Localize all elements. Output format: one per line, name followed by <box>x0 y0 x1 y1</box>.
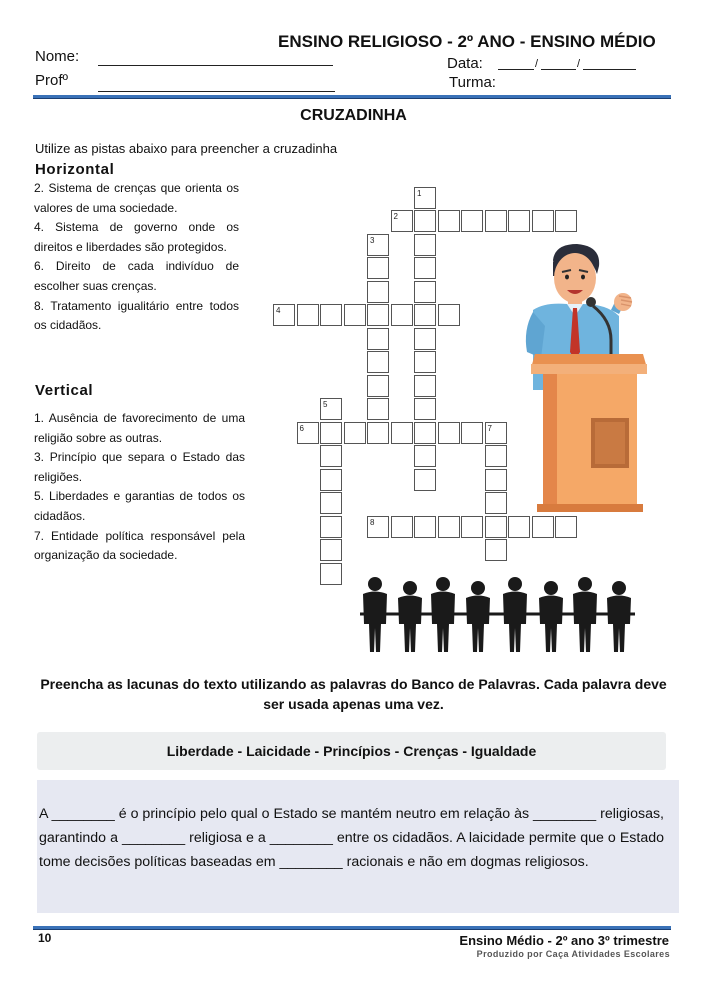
name-line[interactable] <box>98 65 333 66</box>
crossword-cell[interactable] <box>391 422 413 444</box>
crossword-number: 7 <box>487 423 492 433</box>
person-silhouette-icon <box>503 592 527 653</box>
crossword-cell[interactable] <box>414 328 436 350</box>
word-bank: Liberdade - Laicidade - Princípios - Crenças - Igualdade <box>37 732 666 770</box>
crossword-cell[interactable] <box>344 304 366 326</box>
crossword-cell[interactable] <box>320 539 342 561</box>
crossword-cell[interactable] <box>414 469 436 491</box>
crossword-cell[interactable] <box>320 398 342 420</box>
crossword-number: 8 <box>370 517 375 527</box>
crossword-cell[interactable] <box>485 539 507 561</box>
date-label: Data: <box>447 55 483 72</box>
crossword-cell[interactable] <box>461 422 483 444</box>
crossword-cell[interactable] <box>320 304 342 326</box>
teacher-label: Profº <box>35 72 68 89</box>
crossword-cell[interactable] <box>273 304 295 326</box>
crossword-cell[interactable] <box>344 422 366 444</box>
crossword-cell[interactable] <box>438 304 460 326</box>
horizontal-clues <box>34 179 239 336</box>
vertical-heading: Vertical <box>35 382 94 399</box>
person-silhouette-icon <box>363 592 387 653</box>
crossword-cell[interactable] <box>485 469 507 491</box>
crossword-cell[interactable] <box>391 210 413 232</box>
person-silhouette-icon <box>436 577 450 591</box>
footer-level: Ensino Médio - 2º ano 3º trimestre <box>459 933 669 948</box>
crossword-number: 5 <box>323 400 328 409</box>
crossword-cell[interactable] <box>367 257 389 279</box>
crossword-cell[interactable] <box>414 445 436 467</box>
podium-icon <box>531 354 647 512</box>
clue-text: 3. Princípio que separa o Estado das religiões. <box>34 450 245 484</box>
crossword-number: 1 <box>417 188 422 198</box>
crossword-cell[interactable] <box>367 422 389 444</box>
crossword-cell[interactable] <box>485 422 507 444</box>
crossword-cell[interactable] <box>320 445 342 467</box>
crossword-cell[interactable] <box>414 398 436 420</box>
crossword-cell[interactable] <box>485 445 507 467</box>
crossword-cell[interactable] <box>367 375 389 397</box>
crossword-cell[interactable] <box>367 281 389 303</box>
vertical-clues <box>34 409 245 566</box>
clue-text: 5. Liberdades e garantias de todos os cidadãos. <box>34 489 245 523</box>
date-separator: / <box>535 58 539 70</box>
crossword-cell[interactable] <box>414 210 436 232</box>
crossword-cell[interactable] <box>508 210 530 232</box>
crossword-cell[interactable] <box>485 492 507 514</box>
crossword-cell[interactable] <box>461 516 483 538</box>
footer-credit: Produzido por Caça Atividades Escolares <box>476 949 670 959</box>
crossword-cell[interactable] <box>367 398 389 420</box>
crossword-cell[interactable] <box>438 422 460 444</box>
crossword-cell[interactable] <box>508 516 530 538</box>
crossword-cell[interactable] <box>297 304 319 326</box>
person-silhouette-icon <box>471 581 485 595</box>
crossword-cell[interactable] <box>414 281 436 303</box>
crossword-cell[interactable] <box>414 234 436 256</box>
person-silhouette-icon <box>573 592 597 653</box>
crossword-number: 3 <box>370 235 375 245</box>
crossword-cell[interactable] <box>297 422 319 444</box>
crossword-cell[interactable] <box>438 516 460 538</box>
crossword-cell[interactable] <box>414 516 436 538</box>
crossword-cell[interactable] <box>438 210 460 232</box>
crossword-cell[interactable] <box>532 210 554 232</box>
crossword-cell[interactable] <box>391 304 413 326</box>
person-silhouette-icon <box>368 577 382 591</box>
worksheet-title: ENSINO RELIGIOSO - 2º ANO - ENSINO MÉDIO <box>278 32 656 51</box>
person-silhouette-icon <box>544 581 558 595</box>
clue-text: 8. Tratamento igualitário entre todos os cidadãos. <box>34 298 239 333</box>
crossword-cell[interactable] <box>414 257 436 279</box>
crossword-cell[interactable] <box>320 422 342 444</box>
activity-instruction: Utilize as pistas abaixo para preencher a cruzadinha <box>35 141 338 156</box>
crossword-cell[interactable] <box>367 351 389 373</box>
crossword-number: 6 <box>299 423 304 433</box>
crossword-cell[interactable] <box>367 516 389 538</box>
person-silhouette-icon <box>539 596 563 653</box>
crossword-cell[interactable] <box>414 375 436 397</box>
person-silhouette-icon <box>398 596 422 653</box>
crossword-number: 4 <box>276 306 281 315</box>
crossword-cell[interactable] <box>367 328 389 350</box>
crossword-cell[interactable] <box>320 516 342 538</box>
crossword-cell[interactable] <box>414 351 436 373</box>
date-day-line[interactable] <box>498 69 534 70</box>
date-year-line[interactable] <box>583 69 636 70</box>
crossword-cell[interactable] <box>555 210 577 232</box>
clue-text: 1. Ausência de favorecimento de uma religião sobre as outras. <box>34 411 245 445</box>
people-silhouette-icon <box>355 574 640 654</box>
footer-divider <box>33 926 671 930</box>
fill-paragraph: A ________ é o princípio pelo qual o Estado se mantém neutro em relação às ________ religiosas, garantindo a ________ religiosa e a ________ entre os cidadãos. A laicidade permite que o Estado tome decisões políticas baseadas em ________ racionais e não em dogmas religiosos. <box>39 806 664 870</box>
page-number: 10 <box>38 931 52 945</box>
clue-text: 7. Entidade política responsável pela organização da sociedade. <box>34 528 245 563</box>
person-silhouette-icon <box>403 581 417 595</box>
speaker-illustration <box>515 240 655 515</box>
crossword-cell[interactable] <box>414 304 436 326</box>
date-month-line[interactable] <box>541 69 576 70</box>
teacher-line[interactable] <box>98 91 335 92</box>
crossword-cell[interactable] <box>320 563 342 585</box>
person-silhouette-icon <box>578 577 592 591</box>
crossword-cell[interactable] <box>367 304 389 326</box>
crossword-cell[interactable] <box>320 492 342 514</box>
crossword-cell[interactable] <box>414 422 436 444</box>
clue-text: 6. Direito de cada indivíduo de escolher suas crenças. <box>34 259 239 293</box>
person-silhouette-icon <box>607 596 631 653</box>
person-silhouette-icon <box>431 592 455 653</box>
crossword-cell[interactable] <box>320 469 342 491</box>
crossword-cell[interactable] <box>485 516 507 538</box>
fill-instruction: Preencha as lacunas do texto utilizando as palavras do Banco de Palavras. Cada palavra deve ser usada apenas uma vez. <box>40 676 667 712</box>
crossword-cell[interactable] <box>414 187 436 209</box>
person-silhouette-icon <box>612 581 626 595</box>
name-label: Nome: <box>35 48 80 65</box>
person-silhouette-icon <box>466 596 490 653</box>
crossword-number: 2 <box>393 212 398 221</box>
header-divider <box>33 95 671 99</box>
crossword-cell[interactable] <box>555 516 577 538</box>
clue-text: 4. Sistema de governo onde os direitos e liberdades são protegidos. <box>34 220 239 254</box>
horizontal-heading: Horizontal <box>35 161 115 178</box>
class-label: Turma: <box>449 74 496 91</box>
crossword-cell[interactable] <box>367 234 389 256</box>
clue-text: 2. Sistema de crenças que orienta os valores de uma sociedade. <box>34 181 239 215</box>
crossword-cell[interactable] <box>532 516 554 538</box>
date-separator: / <box>577 58 581 70</box>
crossword-cell[interactable] <box>391 516 413 538</box>
crossword-cell[interactable] <box>461 210 483 232</box>
activity-title: CRUZADINHA <box>300 107 407 124</box>
person-silhouette-icon <box>508 577 522 591</box>
crossword-cell[interactable] <box>485 210 507 232</box>
